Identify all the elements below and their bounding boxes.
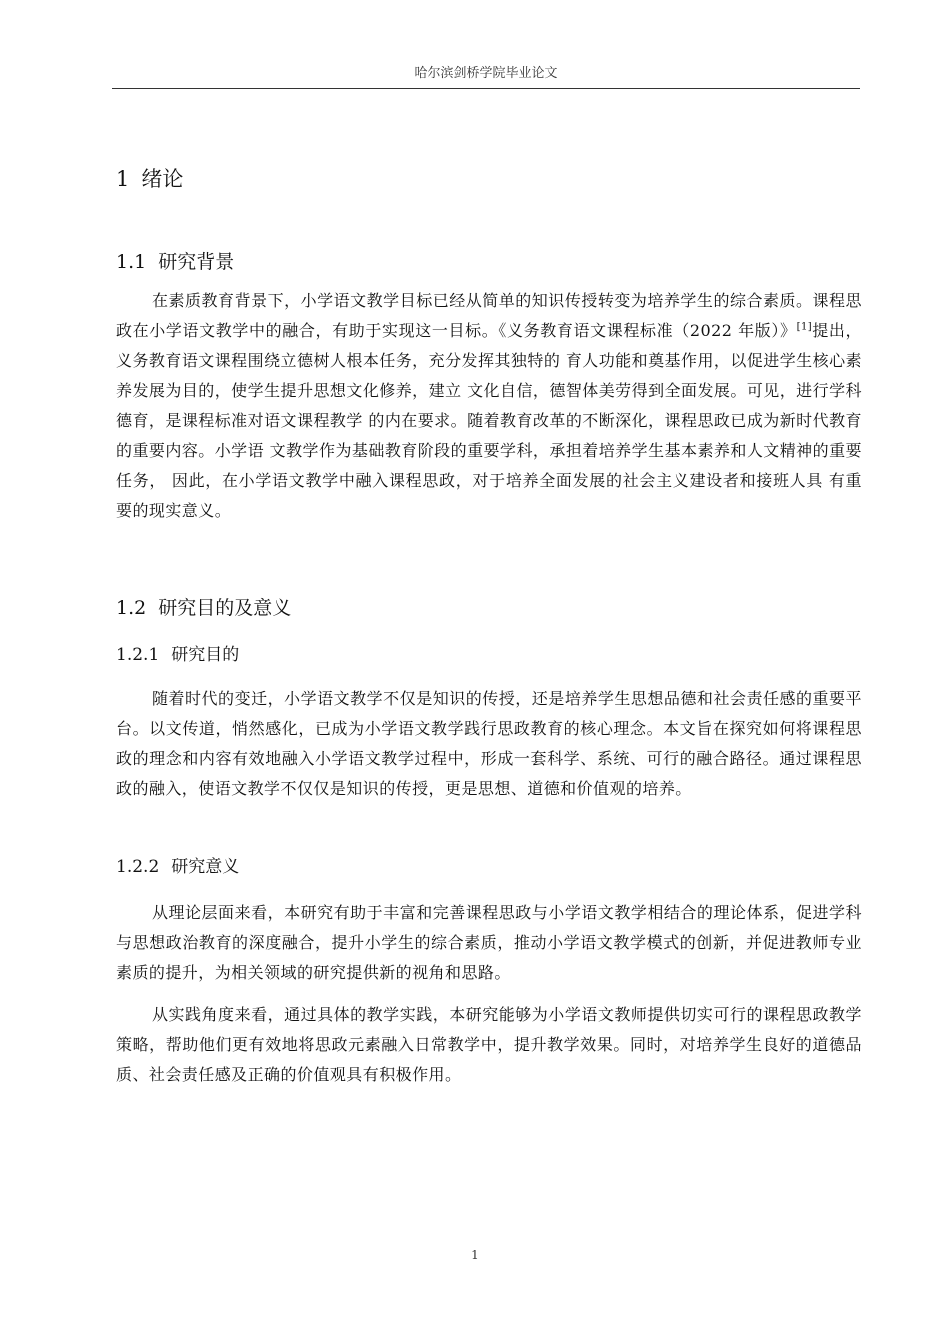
subsection-number: 1.2.2 [116, 857, 160, 877]
subsection-title: 研究目的 [171, 645, 240, 665]
section-number: 1.2 [116, 597, 147, 619]
significance-paragraph-1: 从理论层面来看，本研究有助于丰富和完善课程思政与小学语文教学相结合的理论体系，促进学科与思想政治教育的深度融合，提升小学生的综合素质，推动小学语文教学模式的创新，并促进教师专业素质的提升，为相关领域的研究提供新的视角和思路。 [116, 903, 862, 982]
page-header [112, 64, 860, 89]
subsection-heading-1-2-2 [116, 854, 239, 880]
subsection-heading-1-2-1 [116, 642, 239, 668]
background-paragraph [116, 286, 862, 526]
page-number: 1 [471, 1248, 479, 1262]
subsection-number: 1.2.1 [116, 645, 160, 665]
chapter-number: 1 [116, 167, 130, 191]
section-title: 研究目的及意义 [158, 597, 292, 619]
chapter-heading [116, 164, 183, 194]
background-text-b: 提出，义务教育语文课程围绕立德树人根本任务，充分发挥其独特的 育人功能和奠基作用，以促进学生核心素养发展为目的，使学生提升思想文化修养，建立 文化自信，德智体美劳得到全面发展。可见，进行学科德育，是课程标准对语文课程教学 的内在要求。随着教育改革的不断深化，课程思政已成为新时代教育的重要内容。小学语 文教学作为基础教育阶段的重要学科，承担着培养学生基本素养和人文精神的重要任务， 因此，在小学语文教学中融入课程思政，对于培养全面发展的社会主义建设者和接班人具 有重要的现实意义。 [116, 321, 862, 520]
page-footer [0, 1248, 950, 1262]
background-text-a: 在素质教育背景下，小学语文教学目标已经从简单的知识传授转变为培养学生的综合素质。课程思政在小学语文教学中的融合，有助于实现这一目标。《义务教育语文课程标准（2022 年版）》 [116, 291, 862, 340]
section-heading-1-1 [116, 248, 234, 276]
header-title: 哈尔滨剑桥学院毕业论文 [414, 66, 558, 81]
section-heading-1-2 [116, 594, 291, 622]
section-number: 1.1 [116, 251, 147, 273]
subsection-title: 研究意义 [171, 857, 240, 877]
purpose-paragraph: 随着时代的变迁，小学语文教学不仅是知识的传授，还是培养学生思想品德和社会责任感的重要平台。以文传道，悄然感化，已成为小学语文教学践行思政教育的核心理念。本文旨在探究如何将课程思政的理念和内容有效地融入小学语文教学过程中，形成一套科学、系统、可行的融合路径。通过课程思政的融入，使语文教学不仅仅是知识的传授，更是思想、道德和价值观的培养。 [116, 689, 862, 798]
significance-paragraph-2: 从实践角度来看，通过具体的教学实践，本研究能够为小学语文教师提供切实可行的课程思政教学策略，帮助他们更有效地将思政元素融入日常教学中，提升教学效果。同时，对培养学生良好的道德品质、社会责任感及正确的价值观具有积极作用。 [116, 1005, 862, 1084]
chapter-title: 绪论 [141, 167, 184, 191]
section-title: 研究背景 [158, 251, 235, 273]
citation-ref: [1] [796, 321, 813, 333]
